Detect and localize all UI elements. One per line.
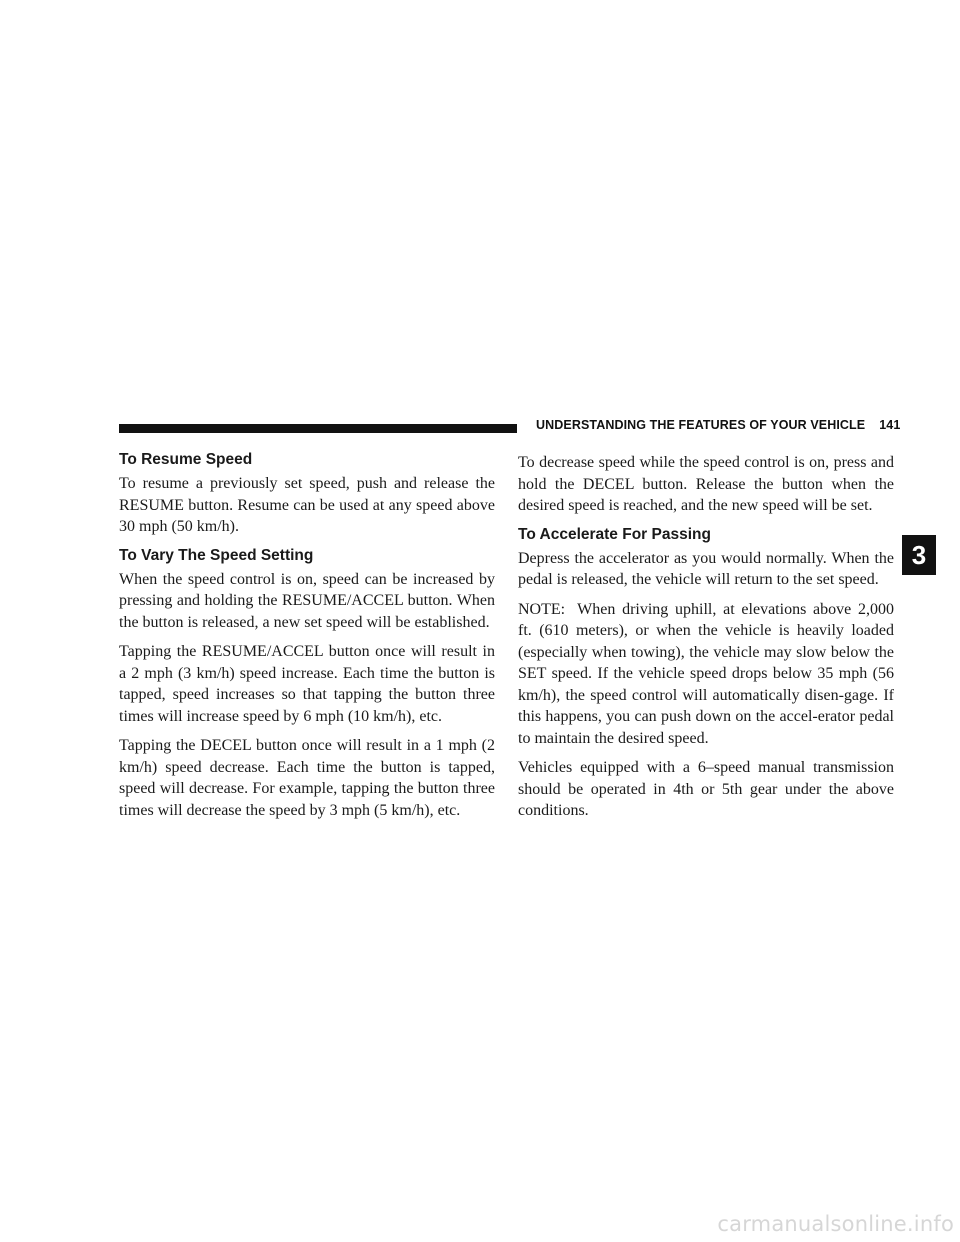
heading-vary-speed: To Vary The Speed Setting [119,546,314,564]
note-label: NOTE: [518,600,566,618]
right-column [518,452,894,830]
paragraph: To resume a previously set speed, push and release the RESUME button. Resume can be used at any speed above 30 mph (50 km/h). [119,475,495,535]
heading-resume-speed: To Resume Speed [119,451,253,468]
paragraph: When the speed control is on, speed can be increased by pressing and holding the RESUME/ACCEL button. When the button is released, a new set speed will be established. [119,570,495,631]
paragraph: Tapping the DECEL button once will result in a 1 mph (2 km/h) speed decrease. Each time the button is tapped, speed will decrease. For example, tapping the button three times will decrease the speed by 3 mph (5 km/h), etc. [119,737,495,819]
note-paragraph [518,599,894,750]
paragraph: To decrease speed while the speed control is on, press and hold the DECEL button. Release the button when the desired speed is reached, and the new speed will be set. [518,454,894,514]
header-rule [119,424,517,433]
note-text: When driving uphill, at elevations above 2,000 ft. (610 meters), or when the vehicle is heavily loaded (especially when towing), the vehicle may slow below the SET speed. If the vehicle speed drops below 35 mph (56 km/h), the speed control will automatically disen-gage. If this happens, you can push down on the accel-erator pedal to maintain the desired speed. [518,600,894,747]
paragraph: Tapping the RESUME/ACCEL button once will result in a 2 mph (3 km/h) speed increase. Each time the button is tapped, speed increases so that tapping the button three times will increase speed by 6 mph (10 km/h), etc. [119,643,495,725]
watermark: carmanualsonline.info [717,1212,954,1236]
page-number: 141 [879,418,901,432]
paragraph: Vehicles equipped with a 6–speed manual transmission should be operated in 4th or 5th gear under the above conditions. [518,759,894,819]
heading-accelerate-passing: To Accelerate For Passing [518,525,711,543]
left-column [119,450,495,829]
paragraph: Depress the accelerator as you would normally. When the pedal is released, the vehicle will return to the set speed. [518,549,894,588]
chapter-tab: 3 [902,535,936,575]
section-title: UNDERSTANDING THE FEATURES OF YOUR VEHICLE [536,418,866,432]
running-header [536,418,900,432]
